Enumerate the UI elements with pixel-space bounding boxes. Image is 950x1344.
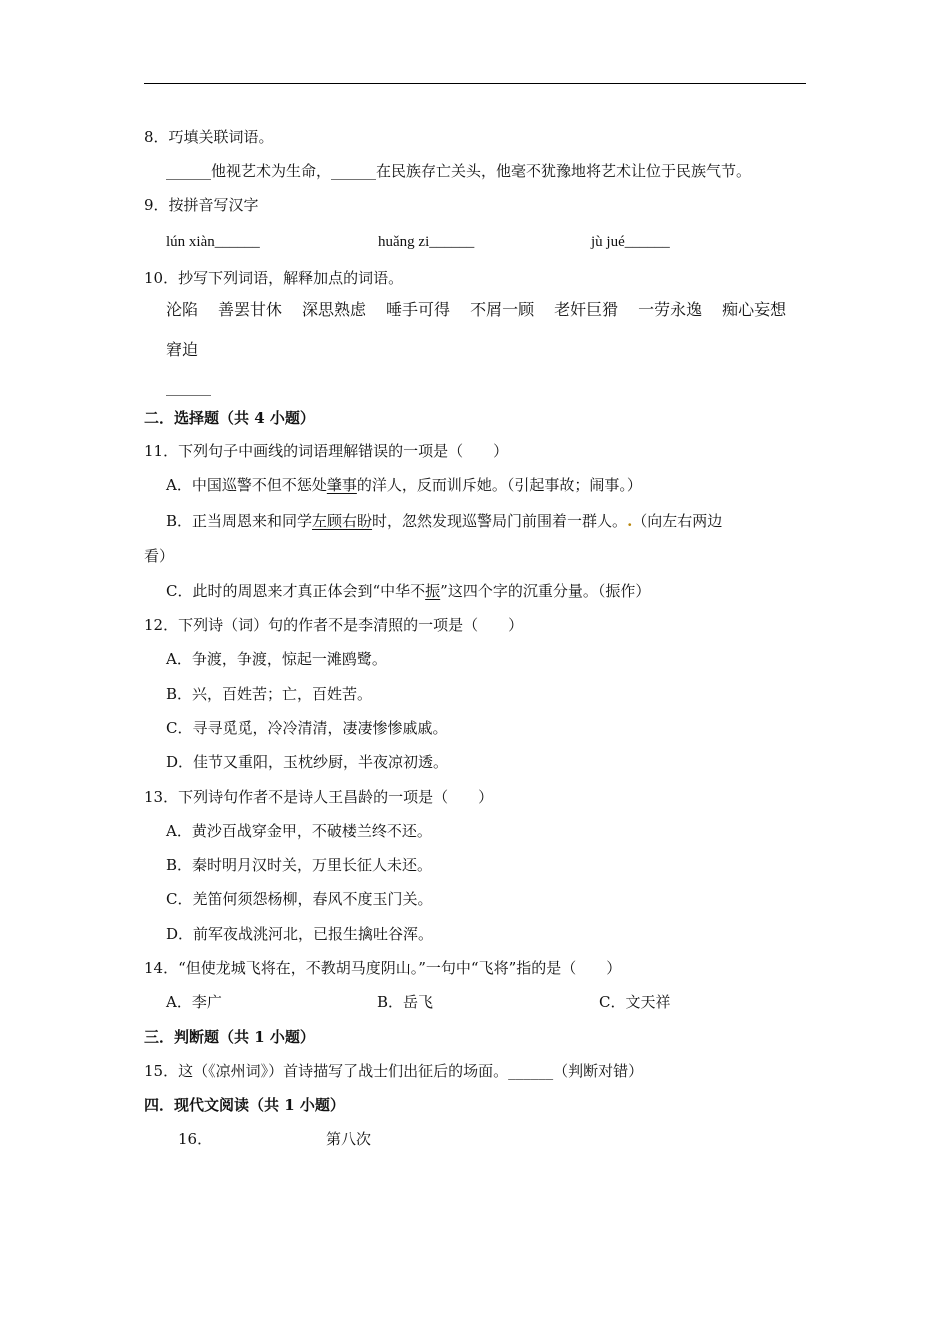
q13-stem: 13．下列诗句作者不是诗人王昌龄的一项是（ ） bbox=[144, 788, 494, 806]
q12-option-a[interactable]: A．争渡，争渡，惊起一滩鸥鹭。 bbox=[166, 650, 387, 668]
q9-item-3[interactable]: jù jué______ bbox=[591, 234, 670, 250]
q12-stem: 12．下列诗（词）句的作者不是李清照的一项是（ ） bbox=[144, 616, 524, 634]
q10-word: 沦陷 bbox=[166, 300, 199, 319]
q11-c-text: C．此时的周恩来才真正体会到“中华不 bbox=[166, 582, 426, 600]
q8-part2: 在民族存亡关头，他毫不犹豫地将艺术让位于民族气节。 bbox=[376, 162, 752, 180]
q13-option-b[interactable]: B．秦时明月汉时关，万里长征人未还。 bbox=[166, 856, 433, 874]
q9-item-2[interactable]: huǎng zi______ bbox=[378, 234, 475, 250]
q10-word: 善罢甘休 bbox=[218, 300, 283, 319]
q13-option-a[interactable]: A．黄沙百战穿金甲，不破楼兰终不还。 bbox=[166, 822, 432, 840]
q11-stem: 11．下列句子中画线的词语理解错误的一项是（ ） bbox=[144, 442, 509, 460]
q10-word: 一劳永逸 bbox=[638, 300, 703, 319]
q12-option-b[interactable]: B．兴，百姓苦；亡，百姓苦。 bbox=[166, 685, 373, 703]
q10-word-last: 窘迫 bbox=[166, 340, 199, 359]
q12-option-c[interactable]: C．寻寻觅觅，冷冷清清，凄凄惨惨戚戚。 bbox=[166, 719, 448, 737]
q16-title: 第八次 bbox=[326, 1130, 372, 1148]
q10-word: 痴心妄想 bbox=[722, 300, 787, 319]
q11-b-text-mid: 时，忽然发现巡警局门前围着一群人。 bbox=[372, 512, 628, 530]
q8-blank-2[interactable]: ______ bbox=[331, 162, 377, 180]
q14-option-a[interactable]: A．李广 bbox=[166, 993, 222, 1011]
q11-c-underlined: 振 bbox=[425, 582, 441, 600]
q12-option-d[interactable]: D．佳节又重阳，玉枕纱厨，半夜凉初透。 bbox=[166, 753, 449, 771]
q15-text[interactable]: 15．这（《凉州词》）首诗描写了战士们出征后的场面。______（判断对错） bbox=[144, 1062, 644, 1080]
q16-number: 16． bbox=[178, 1130, 213, 1148]
q10-word: 深思熟虑 bbox=[302, 300, 367, 319]
q11-option-b[interactable] bbox=[166, 511, 722, 531]
q11-a-text-end: 的洋人，反而训斥她。（引起事故；闹事。） bbox=[356, 476, 642, 494]
q11-a-text: A．中国巡警不但不惩处 bbox=[166, 476, 327, 494]
q11-b-text-end: （向左右两边 bbox=[632, 512, 723, 530]
q11-b-dot: . bbox=[627, 512, 633, 530]
q10-stem: 10．抄写下列词语，解释加点的词语。 bbox=[144, 269, 404, 287]
q11-b-underlined: 左顾右盼 bbox=[312, 512, 373, 530]
q13-option-c[interactable]: C．羌笛何须怨杨柳，春风不度玉门关。 bbox=[166, 890, 433, 908]
q8-blank-1[interactable]: ______ bbox=[166, 162, 211, 180]
q10-word: 老奸巨猾 bbox=[554, 300, 619, 319]
q9-item-1[interactable]: lún xiàn______ bbox=[166, 234, 260, 250]
q10-word: 唾手可得 bbox=[386, 300, 451, 319]
q11-option-c[interactable] bbox=[166, 581, 650, 601]
section-4-heading: 四．现代文阅读（共 1 小题） bbox=[144, 1096, 345, 1114]
q8-stem: 8．巧填关联词语。 bbox=[144, 128, 274, 146]
q11-option-b-cont: 看） bbox=[144, 547, 175, 565]
q10-answer-blank[interactable]: ______ bbox=[166, 378, 211, 396]
section-2-heading: 二．选择题（共 4 小题） bbox=[144, 409, 315, 427]
q8-part1: 他视艺术为生命， bbox=[211, 162, 332, 180]
q10-word-list bbox=[166, 300, 786, 320]
q13-option-d[interactable]: D．前军夜战洮河北，已报生擒吐谷浑。 bbox=[166, 925, 434, 943]
q14-stem: 14．“但使龙城飞将在，不教胡马度阴山。”一句中“飞将”指的是（ ） bbox=[144, 959, 622, 977]
q9-stem: 9．按拼音写汉字 bbox=[144, 196, 259, 214]
q10-word: 不屑一顾 bbox=[470, 300, 535, 319]
q8-sentence bbox=[166, 161, 751, 181]
q14-option-c[interactable]: C．文天祥 bbox=[599, 993, 671, 1011]
header-rule bbox=[144, 83, 806, 84]
q14-option-b[interactable]: B．岳飞 bbox=[377, 993, 434, 1011]
q11-c-text-end: ”这四个字的沉重分量。（振作） bbox=[440, 582, 651, 600]
q11-option-a[interactable] bbox=[166, 475, 642, 495]
q11-b-text: B．正当周恩来和同学 bbox=[166, 512, 313, 530]
section-3-heading: 三．判断题（共 1 小题） bbox=[144, 1028, 315, 1046]
q11-a-underlined: 肇事 bbox=[326, 476, 357, 494]
